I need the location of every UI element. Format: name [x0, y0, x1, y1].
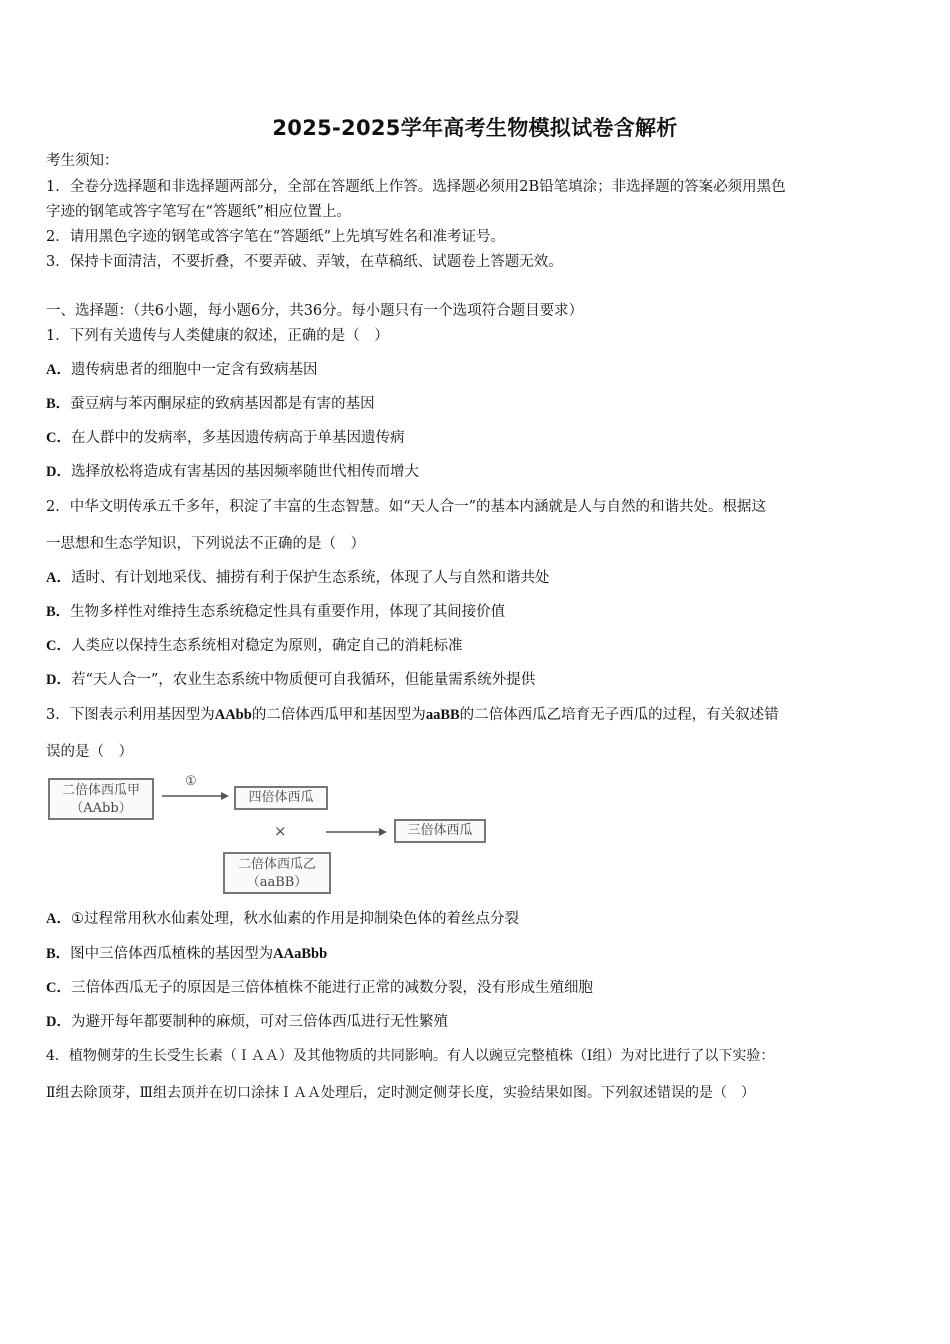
option-text: 若“天人合一”，农业生态系统中物质便可自我循环，但能量需系统外提供: [70, 672, 536, 688]
section-heading: 一、选择题：（共6小题，每小题6分，共36分。每小题只有一个选项符合题目要求）: [46, 303, 584, 319]
diagram-box-label: 二倍体西瓜乙: [237, 857, 316, 872]
notice-item: 字迹的钢笔或答字笔写在“答题纸”相应位置上。: [46, 204, 351, 220]
question-4-stem-line-2: Ⅱ组去除顶芽，Ⅲ组去顶并在切口涂抹ＩＡＡ处理后，定时测定侧芽长度，实验结果如图。下列叙述错误的是（ ）: [46, 1085, 756, 1101]
option-text: 蚕豆病与苯丙酮尿症的致病基因都是有害的基因: [70, 396, 375, 412]
option-text: 图中三倍体西瓜植株的基因型为: [70, 946, 274, 962]
question-3-stem-line-2: 误的是（ ）: [46, 744, 133, 760]
option-text: 适时、有计划地采伐、捕捞有利于保护生态系统，体现了人与自然和谐共处: [70, 570, 550, 586]
question-3-option-c: [46, 978, 593, 998]
question-1-option-a: [46, 360, 317, 380]
genotype-text: AAaBbb: [273, 946, 328, 962]
question-3-option-d: [46, 1012, 448, 1032]
option-letter: C．: [46, 430, 71, 446]
stem-fragment: 的二倍体西瓜乙培育无子西瓜的过程，有关叙述错: [459, 707, 779, 723]
question-1-option-d: [46, 462, 419, 482]
genotype-text: AAbb: [214, 707, 252, 723]
question-2-option-c: [46, 636, 462, 656]
notice-item: 1．全卷分选择题和非选择题两部分，全部在答题纸上作答。选择题必须用2B铅笔填涂；非选择题的答案必须用黑色: [46, 179, 786, 195]
question-2-option-b: [46, 602, 505, 622]
notice-item: 3．保持卡面清洁，不要折叠，不要弄破、弄皱，在草稿纸、试题卷上答题无效。: [46, 254, 563, 270]
option-text: ①过程常用秋水仙素处理，秋水仙素的作用是抑制染色体的着丝点分裂: [70, 911, 519, 927]
diagram-box-triploid: 三倍体西瓜: [394, 819, 486, 843]
diagram-box-tetraploid: 四倍体西瓜: [234, 786, 328, 810]
option-text: 人类应以保持生态系统相对稳定为原则，确定自己的消耗标准: [70, 638, 463, 654]
option-text: 选择放松将造成有害基因的基因频率随世代相传而增大: [70, 464, 419, 480]
question-2-option-a: [46, 568, 549, 588]
diagram-cross-symbol: ×: [274, 822, 287, 840]
stem-fragment: 3．下图表示利用基因型为: [46, 707, 215, 723]
option-letter: D．: [46, 672, 71, 688]
option-letter: A．: [46, 911, 71, 927]
breeding-diagram: [46, 772, 506, 900]
question-4-stem-line-1: 4．植物侧芽的生长受生长素（ＩＡＡ）及其他物质的共同影响。有人以豌豆完整植株（Ⅰ组）为对比进行了以下实验：: [46, 1048, 775, 1064]
question-2-stem-line-1: 2．中华文明传承五千多年，积淀了丰富的生态智慧。如“天人合一”的基本内涵就是人与自然的和谐共处。根据这: [46, 499, 767, 515]
option-text: 三倍体西瓜无子的原因是三倍体植株不能进行正常的减数分裂，没有形成生殖细胞: [70, 980, 593, 996]
question-3-stem-line-1: [46, 705, 779, 725]
option-letter: C．: [46, 980, 71, 996]
diagram-box-genotype: （aaBB）: [246, 875, 308, 890]
option-text: 为避开每年都要制种的麻烦，可对三倍体西瓜进行无性繁殖: [70, 1014, 448, 1030]
diagram-box-label: 二倍体西瓜甲: [61, 783, 140, 798]
option-text: 生物多样性对维持生态系统稳定性具有重要作用，体现了其间接价值: [70, 604, 506, 620]
question-3-option-b: [46, 944, 327, 964]
question-1-option-c: [46, 428, 404, 448]
question-1-option-b: [46, 394, 375, 414]
option-text: 遗传病患者的细胞中一定含有致病基因: [70, 362, 318, 378]
option-text: 在人群中的发病率，多基因遗传病高于单基因遗传病: [70, 430, 405, 446]
genotype-text: aaBB: [425, 707, 460, 723]
notice-heading: 考生须知：: [46, 153, 119, 169]
diagram-step-label: ①: [185, 774, 197, 789]
diagram-box-genotype: （AAbb）: [70, 801, 132, 816]
question-2-option-d: [46, 670, 535, 690]
notice-item: 2．请用黑色字迹的钢笔或答字笔在“答题纸”上先填写姓名和准考证号。: [46, 229, 506, 245]
stem-fragment: 的二倍体西瓜甲和基因型为: [251, 707, 426, 723]
option-letter: C．: [46, 638, 71, 654]
diagram-box-diploid-b: [223, 852, 331, 894]
page-title: 2025-2025学年高考生物模拟试卷含解析: [272, 116, 678, 140]
question-2-stem-line-2: 一思想和生态学知识，下列说法不正确的是（ ）: [46, 536, 365, 552]
option-letter: B．: [46, 604, 71, 620]
option-letter: D．: [46, 464, 71, 480]
option-letter: B．: [46, 946, 71, 962]
question-3-option-a: [46, 909, 519, 929]
option-letter: A．: [46, 570, 71, 586]
option-letter: B．: [46, 396, 71, 412]
question-1-stem: 1．下列有关遗传与人类健康的叙述，正确的是（ ）: [46, 328, 389, 344]
option-letter: D．: [46, 1014, 71, 1030]
option-letter: A．: [46, 362, 71, 378]
